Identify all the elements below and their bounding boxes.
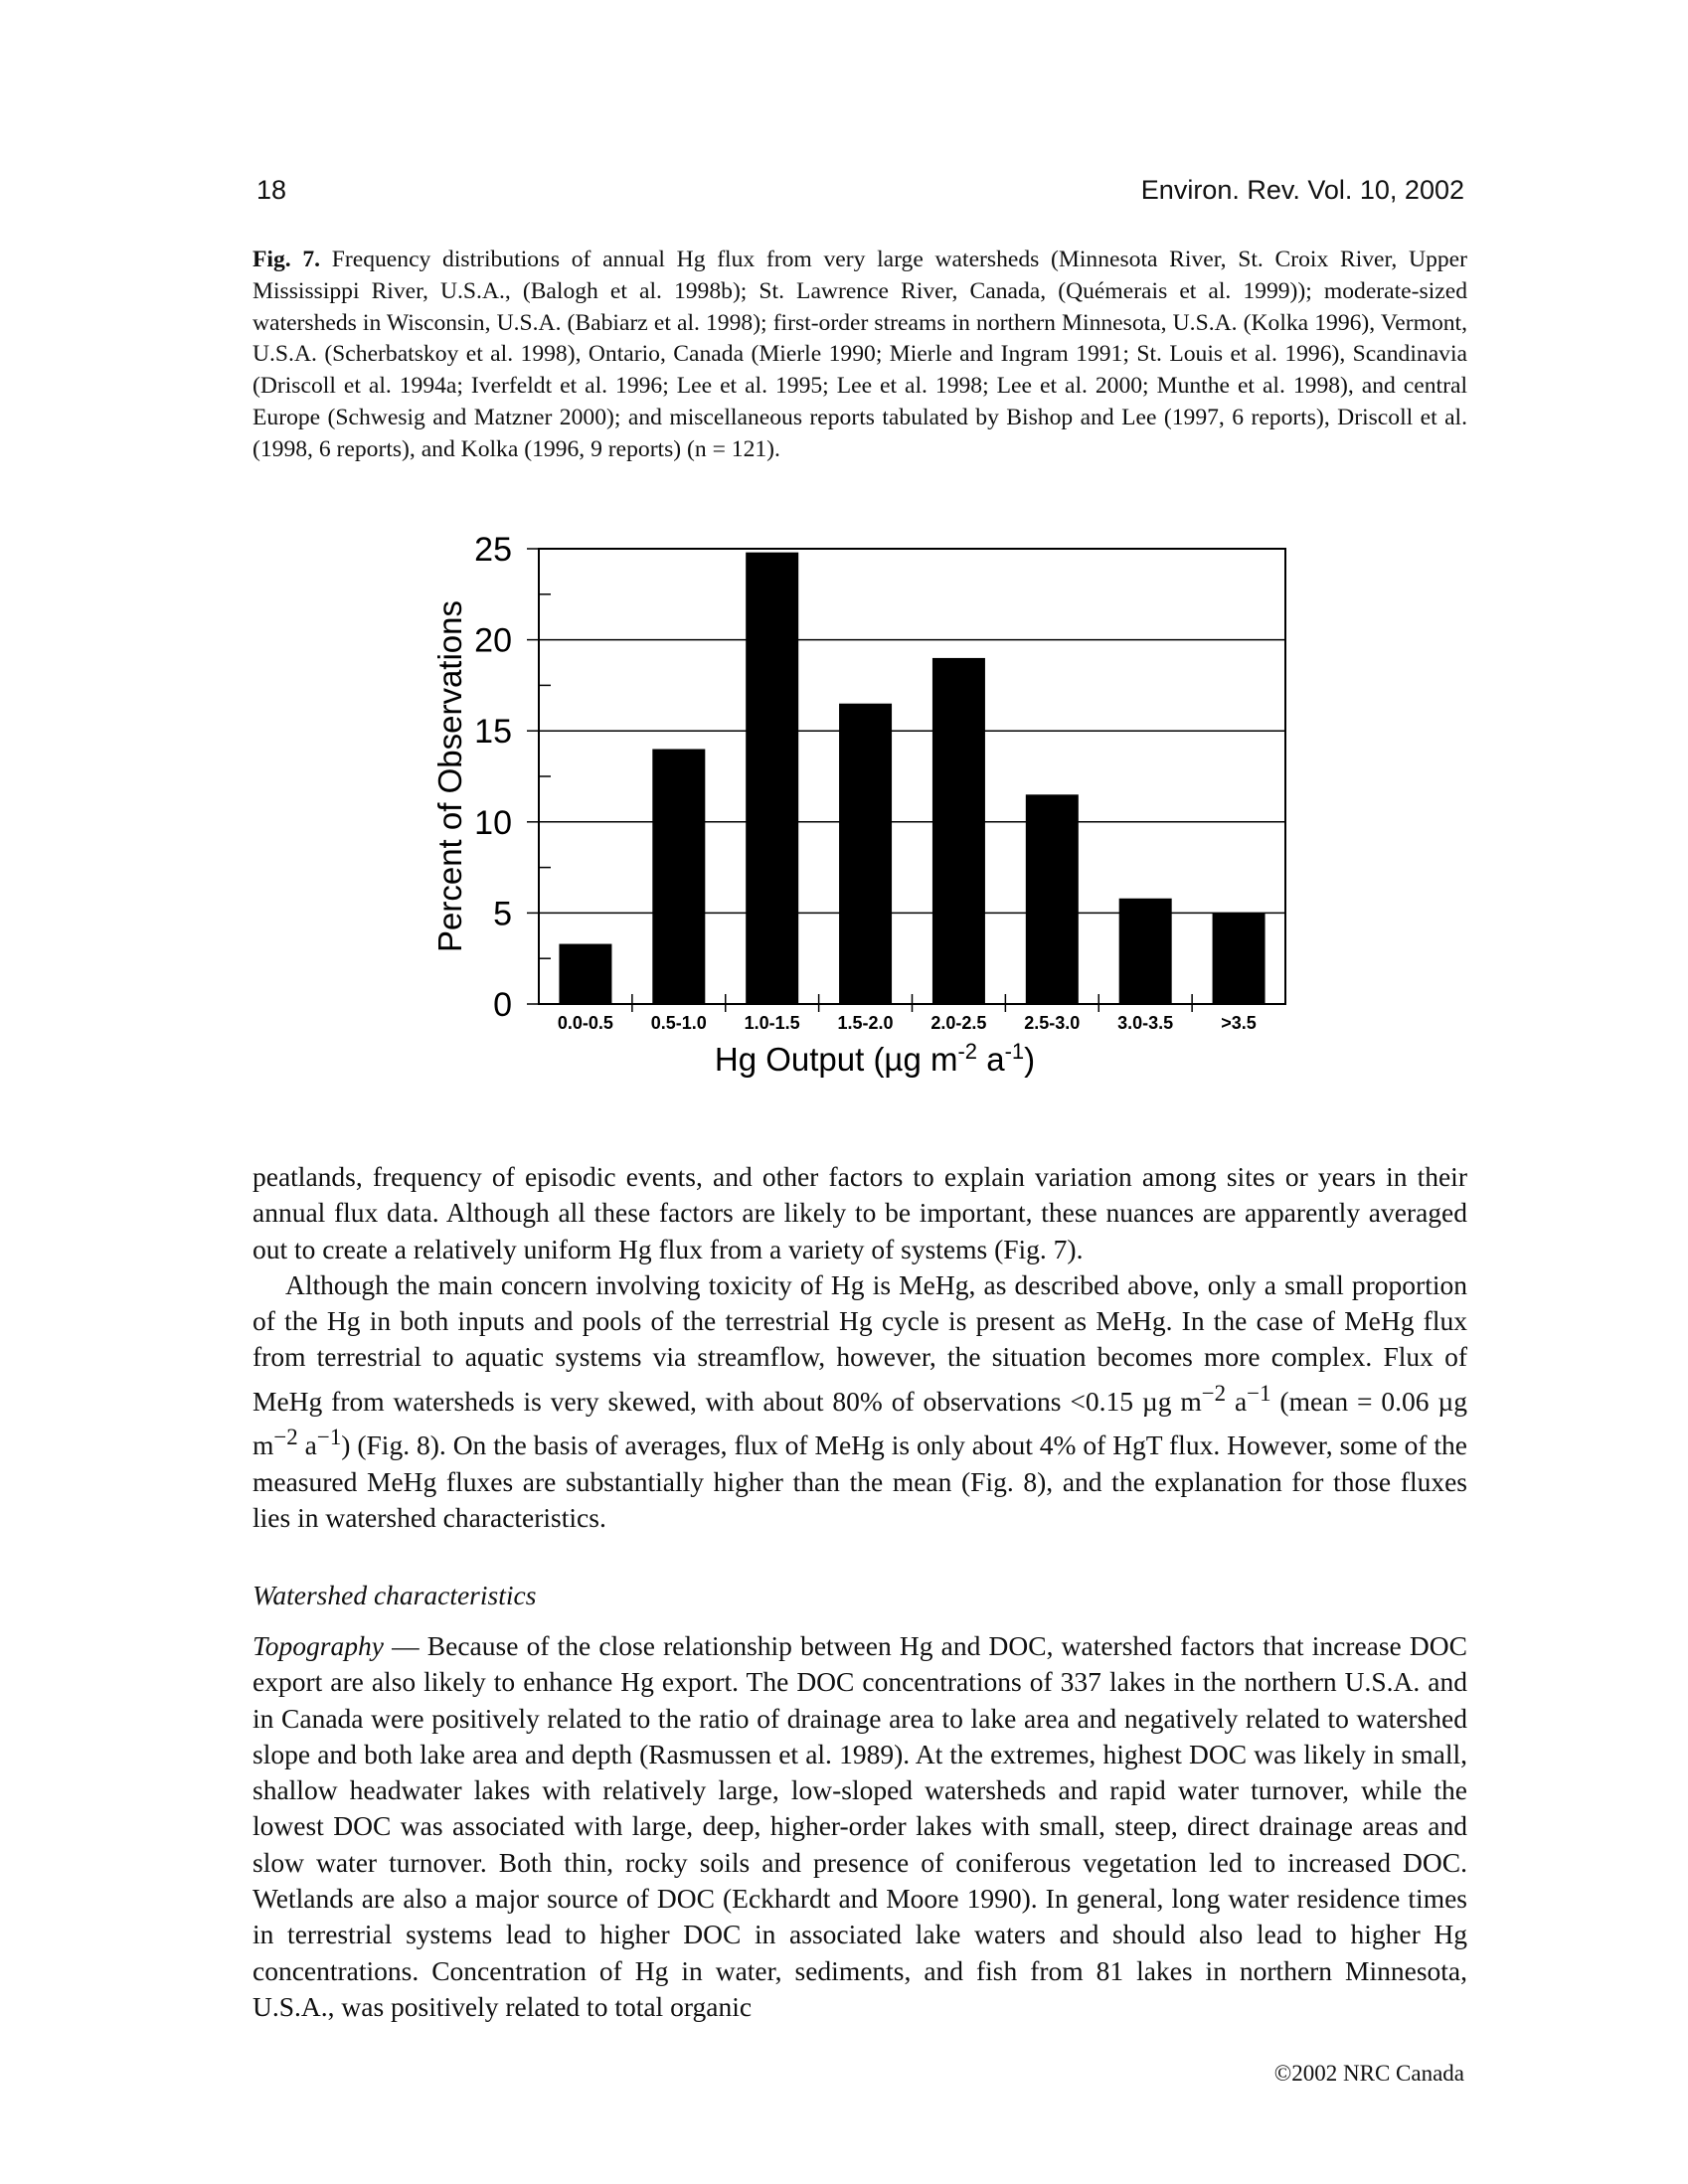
copyright: ©2002 NRC Canada <box>1273 2061 1464 2086</box>
paragraph-2-part-c: ) (Fig. 8). On the basis of averages, flux of MeHg is only about 4% of HgT flux. However, some of the measured MeHg fluxes are substantially higher than the mean (Fig. 8), and the explanation for those fluxes lies in watershed characteristics. <box>253 1429 1467 1533</box>
y-tick-label: 10 <box>474 803 512 842</box>
paragraph-1 <box>253 1159 1467 1536</box>
bar <box>1119 899 1172 1004</box>
x-tick-label: 2.5-3.0 <box>1024 1013 1081 1033</box>
bar <box>652 750 705 1004</box>
x-axis-label-main: Hg Output (µg m <box>714 1041 958 1078</box>
x-axis-label-end: ) <box>1024 1041 1036 1078</box>
bar <box>746 553 798 1004</box>
y-tick-label: 20 <box>474 621 512 660</box>
y-axis-label: Percent of Observations <box>431 599 468 953</box>
bar <box>1026 794 1079 1004</box>
unit-a: a <box>1226 1385 1248 1417</box>
x-tick-label: 1.0-1.5 <box>744 1013 800 1033</box>
paragraph-2 <box>253 1267 1467 1536</box>
bar <box>839 704 892 1004</box>
paragraph-2-part-a: Although the main concern involving toxicity of Hg is MeHg, as described above, only a small proportion of the Hg in both inputs and pools of the terrestrial Hg cycle is present as MeHg. In the case of MeHg flux from terrestrial to aquatic systems via streamflow, however, the situation becomes more complex. Flux of MeHg from watersheds is very skewed, with about 80% of observations <0.15 µg m <box>253 1268 1467 1417</box>
y-tick-label: 5 <box>493 895 512 933</box>
y-tick-label: 0 <box>493 986 512 1024</box>
x-tick-label: 0.0-0.5 <box>557 1013 613 1033</box>
unit-a-b: a <box>297 1429 317 1461</box>
y-tick-label: 25 <box>474 531 512 569</box>
bar <box>1213 913 1266 1004</box>
y-tick-label: 15 <box>474 713 512 752</box>
superscript-neg2: −2 <box>1201 1380 1227 1406</box>
plot-frame <box>539 549 1285 1004</box>
paragraph-3-dash: — <box>383 1630 427 1661</box>
paragraph-3-text: Because of the close relationship between Hg and DOC, watershed factors that increase DOC export are also likely to enhance Hg export. The DOC concentrations of 337 lakes in the northern U.S.A. and in Canada were positively related to the ratio of drainage area to lake area and negatively related to watershed slope and both lake area and depth (Rasmussen et al. 1989). At the extremes, highest DOC was likely in small, shallow headwater lakes with relatively large, low-sloped watersheds and rapid water turnover, while the lowest DOC was associated with large, deep, higher-order lakes with small, steep, direct drainage areas and slow water turnover. Both thin, rocky soils and presence of coniferous vegetation led to increased DOC. Wetlands are also a major source of DOC (Eckhardt and Moore 1990). In general, long water residence times in terrestrial systems lead to higher DOC in associated lake waters and should also lead to higher Hg concentrations. Concentration of Hg in water, sediments, and fish from 81 lakes in northern Minnesota, U.S.A., was positively related to total organic <box>253 1630 1467 2022</box>
x-tick-label: 0.5-1.0 <box>650 1013 707 1033</box>
paragraph-3 <box>253 1628 1467 2025</box>
x-tick-label: 2.0-2.5 <box>930 1013 987 1033</box>
page-number: 18 <box>256 175 287 205</box>
superscript-neg2-b: −2 <box>273 1425 298 1450</box>
paragraph-3-lead: Topography <box>253 1630 384 1661</box>
section-heading: Watershed characteristics <box>253 1580 537 1610</box>
x-axis-label-sup1: -2 <box>957 1039 978 1064</box>
x-tick-label: 3.0-3.5 <box>1117 1013 1174 1033</box>
x-tick-label: 1.5-2.0 <box>837 1013 894 1033</box>
figure-caption-text: Frequency distributions of annual Hg flux from very large watersheds (Minnesota River, St. Croix River, Upper Mississippi River, U.S.A., (Balogh et al. 1998b); St. Lawrence River, Canada, (Quémerais et al. 1999)); moderate-sized watersheds in Wisconsin, U.S.A. (Babiarz et al. 1998); first-order streams in northern Minnesota, U.S.A. (Kolka 1996), Vermont, U.S.A. (Scherbatskoy et al. 1998), Ontario, Canada (Mierle 1990; Mierle and Ingram 1991; St. Louis et al. 1996), Scandinavia (Driscoll et al. 1994a; Iverfeldt et al. 1996; Lee et al. 1995; Lee et al. 1998; Lee et al. 2000; Munthe et al. 1998), and central Europe (Schwesig and Matzner 2000); and miscellaneous reports tabulated by Bishop and Lee (1997, 6 reports), Driscoll et al. (1998, 6 reports), and Kolka (1996, 9 reports) (n = 121). <box>253 247 1467 462</box>
x-axis-label <box>715 1039 1035 1078</box>
paragraph-1-text: peatlands, frequency of episodic events, and other factors to explain variation among sites or years in their annual flux data. Although all these factors are likely to be important, these nuances are apparently averaged out to create a relatively uniform Hg flux from a variety of systems (Fig. 7). <box>253 1161 1467 1264</box>
journal-header: Environ. Rev. Vol. 10, 2002 <box>1140 175 1464 205</box>
superscript-neg1-b: −1 <box>316 1425 342 1450</box>
bar <box>559 944 611 1004</box>
figure-label: Fig. 7. <box>253 247 321 272</box>
x-axis-label-mid: a <box>977 1041 1005 1078</box>
x-axis-label-sup2: -1 <box>1004 1039 1025 1064</box>
bar <box>932 658 985 1004</box>
paragraph-2-part-b: (mean = 0.06 µg m <box>253 1385 1467 1461</box>
x-tick-label: >3.5 <box>1221 1013 1257 1033</box>
superscript-neg1: −1 <box>1247 1380 1271 1406</box>
